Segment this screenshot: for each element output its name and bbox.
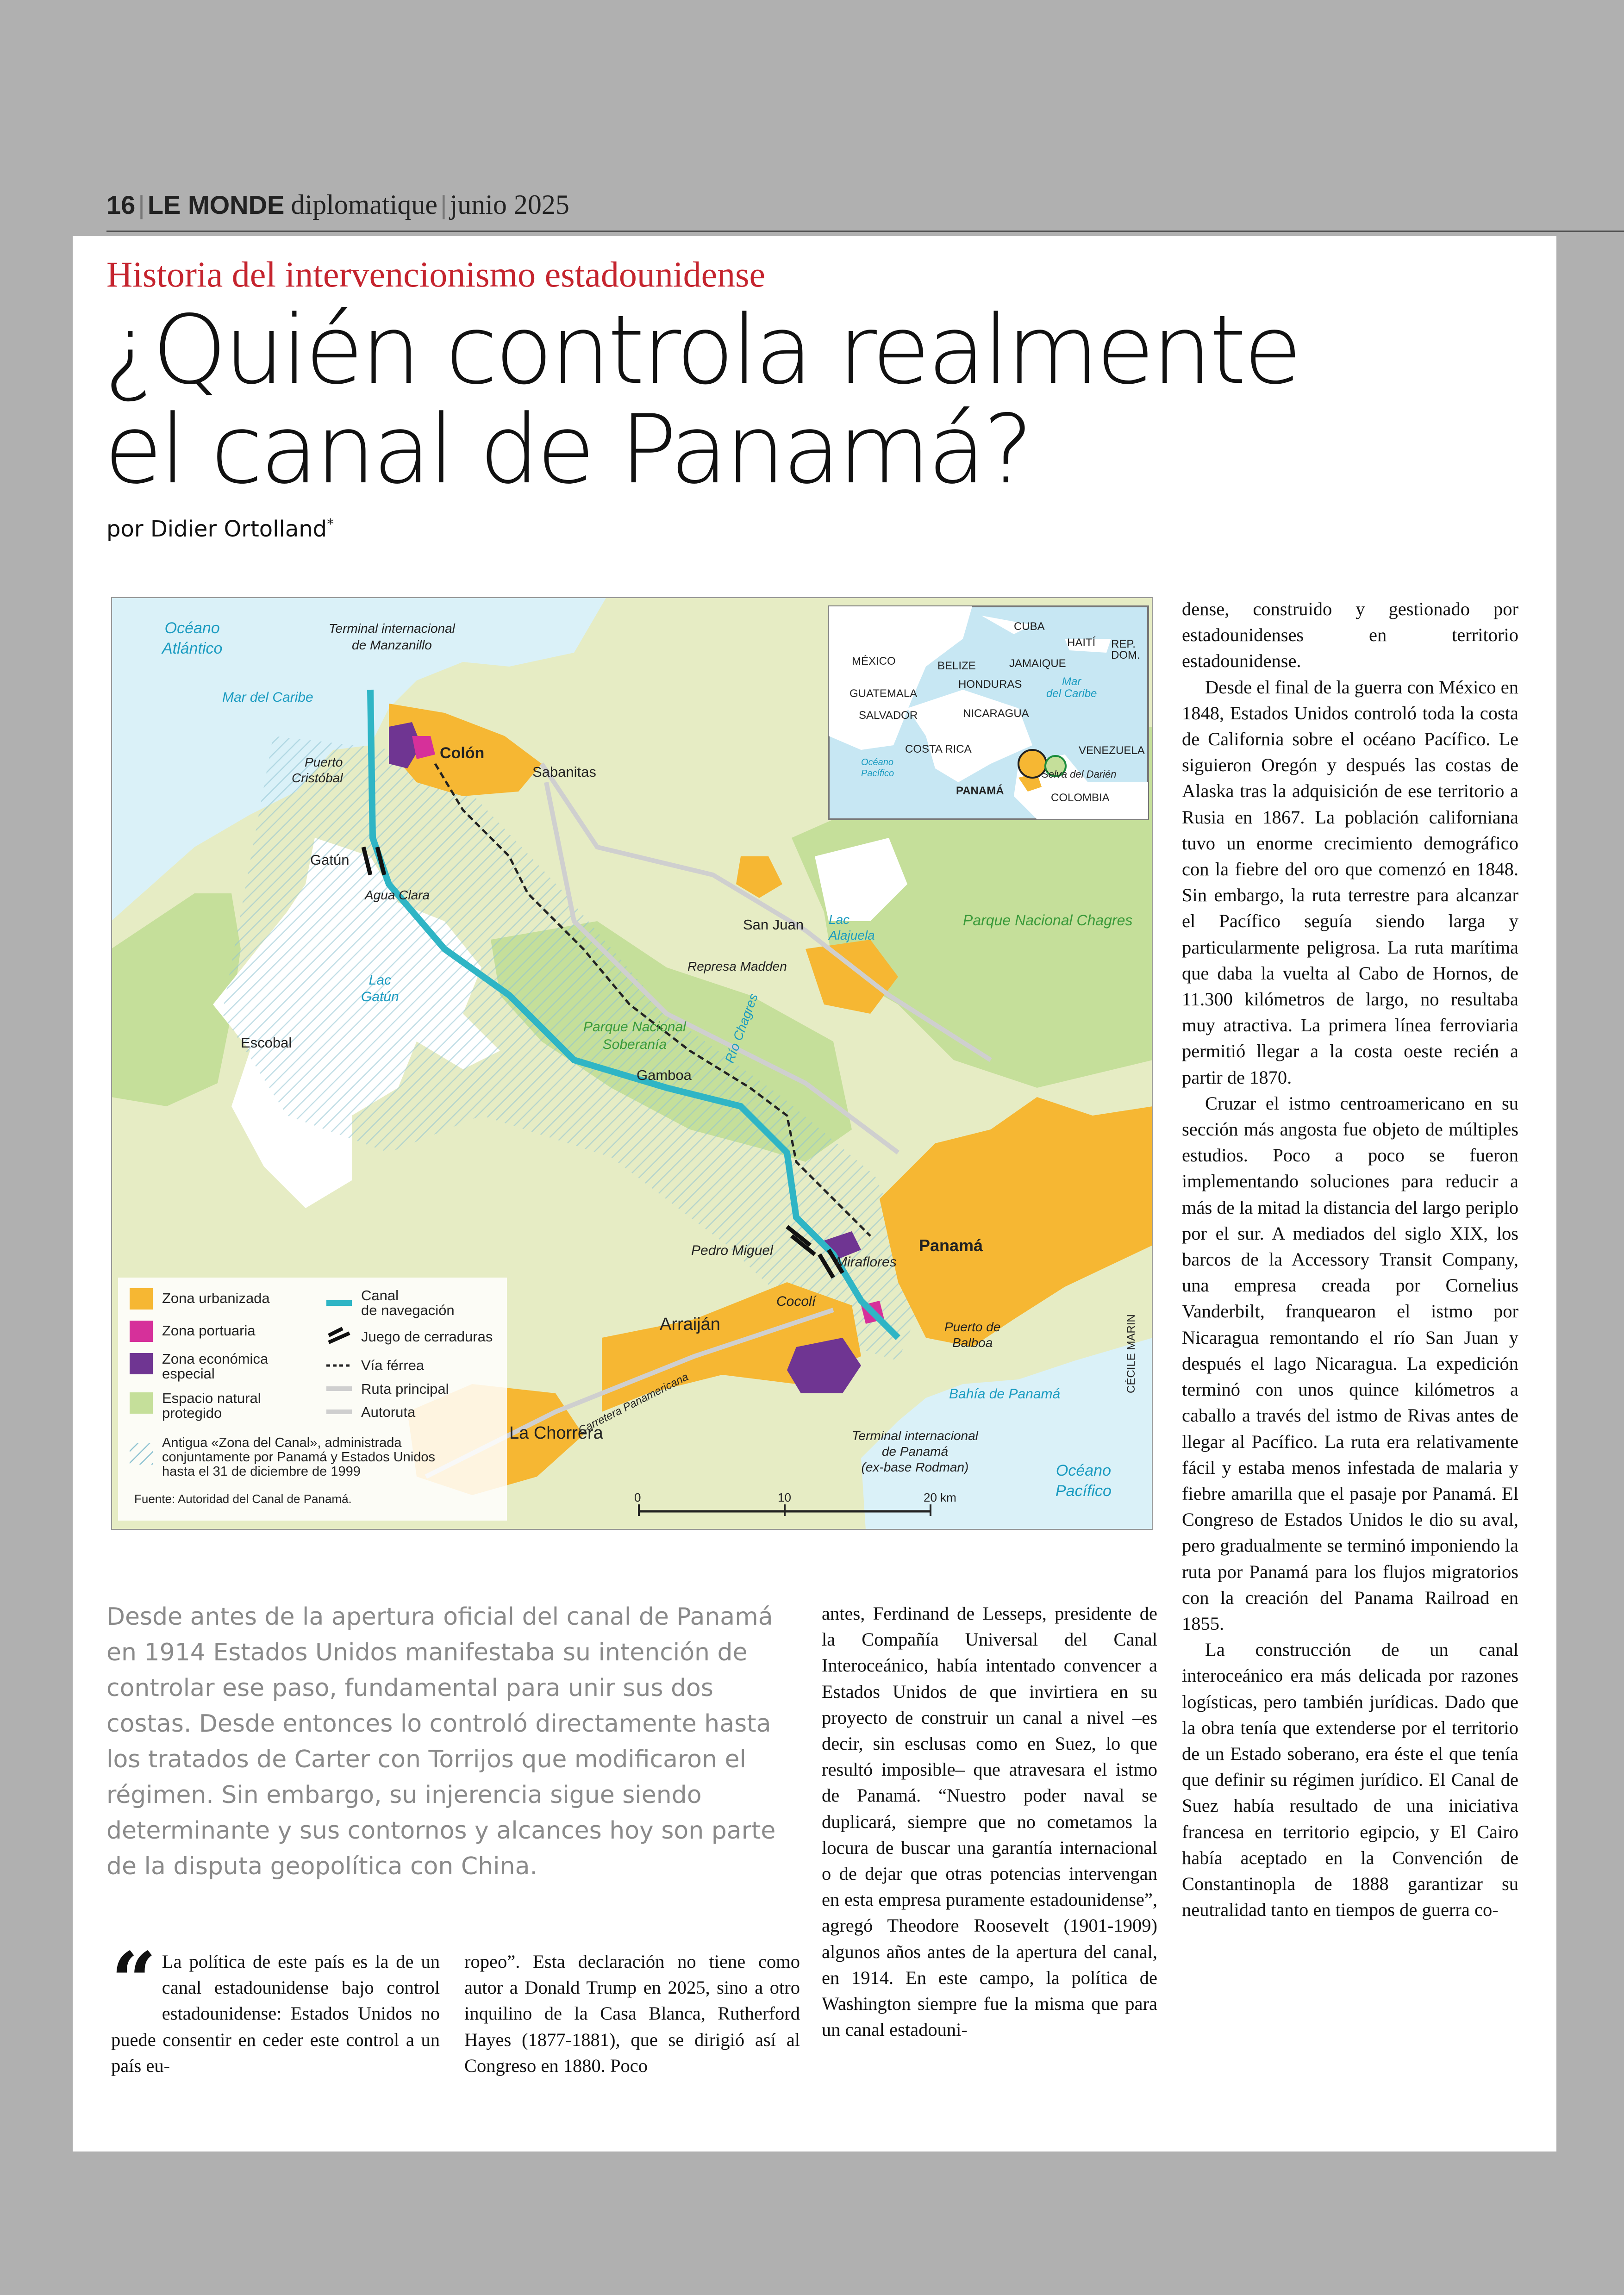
paper-name: LE MONDE xyxy=(147,190,285,219)
label-cristobal xyxy=(292,755,343,786)
label-carretera: Carretera Panamericana xyxy=(576,1370,691,1437)
inset-cuba: CUBA xyxy=(1014,620,1045,633)
label-atlantic xyxy=(162,618,222,659)
legend-road-label: Ruta principal xyxy=(361,1381,449,1397)
label-line: REP. xyxy=(1111,638,1136,650)
legend-line: Canal xyxy=(361,1287,399,1303)
paragraph: Cruzar el istmo centroamericano en su sección más angosta fue objeto de múltiples estudios. Poco a poco se fueron implementando soluciones para reducir a más de la mitad la distancia del largo periplo por el sur. A mediados del siglo XIX, los barcos de la Accessory Transit Company, una empresa creada por Cornelius Vanderbilt, franquearon el istmo por Nicaragua remontando el río San Juan y después el lago Nicaragua. La expedición terminó con unos quince kilómetros a caballo a través del istmo de Rivas antes de llegar al Pacífico. La ruta era relativamente fácil y estaba menos infestada de malaria y fiebre amarilla que el pasaje por Panamá. El Congreso de Estados Unidos le dio su aval, pero gradualmente se terminó imponiendo la ruta por Panamá para los flujos migratorios con la creación del Panama Railroad en 1855. xyxy=(1182,1092,1518,1634)
label-arraijan: Arraiján xyxy=(660,1315,720,1334)
legend-locks-label: Juego de cerraduras xyxy=(361,1328,493,1345)
inset-salvador: SALVADOR xyxy=(859,709,918,722)
label-gatun: Gatún xyxy=(310,852,350,868)
legend-park xyxy=(162,1391,261,1421)
label-line: Pacífico xyxy=(861,768,894,779)
text-column-2 xyxy=(464,1949,800,2079)
label-panama-city: Panamá xyxy=(919,1236,983,1255)
paragraph: La construcción de un canal interoceánico era más delicada por razones logísticas, pero también jurídicas. Dado que la obra tenía que extenderse por el territorio de un Estado soberano, era éste el que tenía que definir su régimen jurídico. El Canal de Suez había resultado de una iniciativa francesa en territorio egipcio, y El Cairo había aceptado en la Convención de Constantinopla de 1888 garantizar su neutralidad tanto en tiempos de guerra co- xyxy=(1182,1639,1518,1921)
inset-belize: BELIZE xyxy=(937,660,976,672)
legend-line: hasta el 31 de diciembre de 1999 xyxy=(162,1464,361,1479)
legend-zone xyxy=(162,1436,435,1479)
label-gamboa: Gamboa xyxy=(637,1067,692,1083)
label-line: Terminal internacional xyxy=(329,621,455,636)
label-soberania xyxy=(583,1018,686,1054)
legend-highway-label: Autoruta xyxy=(361,1404,416,1420)
title-line: el canal de Panamá? xyxy=(104,395,1031,505)
label-line: Soberanía xyxy=(602,1037,667,1052)
inset-repdom xyxy=(1111,639,1140,661)
scale-label: 0 xyxy=(634,1491,641,1504)
label-line: Cristóbal xyxy=(292,771,343,785)
label-represa: Represa Madden xyxy=(687,959,787,973)
label-miraflores: Miraflores xyxy=(836,1254,897,1270)
legend-line: especial xyxy=(162,1366,215,1382)
label-line: (ex-base Rodman) xyxy=(861,1460,969,1474)
paragraph: ropeo”. Esta declaración no tiene como autor a Donald Trump en 2025, sino a otro inquilino de la Casa Blanca, Rutherford Hayes (1877-1881), que se dirigió así al Congreso en 1880. Poco xyxy=(464,1951,800,2076)
label-line: Atlántico xyxy=(162,640,223,657)
inset-darien: Selva del Darién xyxy=(1042,768,1117,780)
legend-canal xyxy=(361,1288,455,1318)
page-number: 16 xyxy=(106,190,136,219)
paragraph xyxy=(111,1935,440,2079)
label-line: del Caribe xyxy=(1046,687,1097,700)
label-chorrera: La Chorrera xyxy=(509,1423,603,1443)
paper-edition: diplomatique xyxy=(291,189,438,220)
label-rio-chagres: Río Chagres xyxy=(722,992,761,1065)
legend-line: Antigua «Zona del Canal», administrada xyxy=(162,1435,402,1450)
paragraph: Desde el final de la guerra con México en 1848, Estados Unidos controló toda la costa de California sobre el océano Pacífico. Le siguieron Oregón y después las costas de Alaska tras la adquisición de ese territorio a Rusia en 1867. La población californiana tuvo un enorme crecimiento demográfico con la fiebre del oro que comenzó en 1848. Sin embargo, la ruta terrestre para alcanzar el Pacífico seguía siendo larga y particularmente peligrosa. La ruta marítima que daba la vuelta al Cabo de Hornos, de 11.300 kilómetros de largo, no resultaba muy atractiva. La primera línea ferroviaria permitió llegar a la costa oeste recién a partir de 1870. xyxy=(1182,676,1518,1088)
legend-rail-label: Vía férrea xyxy=(361,1357,425,1373)
inset-panama: PANAMÁ xyxy=(956,785,1004,797)
quote-mark: “ xyxy=(111,1935,156,2027)
label-escobal: Escobal xyxy=(241,1035,292,1051)
label-line: Lac xyxy=(369,973,392,988)
label-line: Mar xyxy=(1062,675,1081,688)
footnote-mark: * xyxy=(327,516,334,532)
legend-port: Zona portuaria xyxy=(162,1322,256,1339)
inset-oceano xyxy=(861,757,894,779)
inset-haiti: HAITÍ xyxy=(1067,636,1096,649)
label-line: de Panamá xyxy=(881,1444,949,1459)
title-line: ¿Quién controla realmente xyxy=(104,295,1299,405)
text-column-4 xyxy=(1182,596,1518,1923)
label-line: Pacífico xyxy=(1056,1482,1112,1500)
label-pacific xyxy=(1056,1460,1112,1501)
label-colon: Colón xyxy=(440,744,485,762)
label-chagres-park: Parque Nacional Chagres xyxy=(963,912,1133,929)
label-line: Balboa xyxy=(952,1335,993,1350)
legend-line: de navegación xyxy=(361,1302,455,1318)
legend-urban: Zona urbanizada xyxy=(162,1290,270,1306)
label-line: Terminal internacional xyxy=(852,1428,978,1443)
label-line: Alajuela xyxy=(829,928,875,942)
article-lead: Desde antes de la apertura oficial del canal de Panamá en 1914 Estados Unidos manifestaba su intención de controlar ese paso, fundamental para unir sus dos costas. Desde entonces lo controló directamente hasta los tratados de Carter con Torrijos que modificaron el régimen. Sin embargo, su injerencia sigue siendo determinante y sus contornos y alcances hoy son parte de la disputa geopolítica con China. xyxy=(106,1603,776,1880)
text-column-3 xyxy=(822,1601,1157,2043)
scale-label: 10 xyxy=(778,1491,791,1504)
label-line: Gatún xyxy=(361,989,399,1004)
label-line: Puerto xyxy=(304,755,343,769)
issue-date: junio 2025 xyxy=(450,189,569,220)
inset-jamaique: JAMAIQUE xyxy=(1009,657,1066,670)
label-line: Océano xyxy=(1056,1462,1112,1479)
legend-econ xyxy=(162,1352,268,1381)
label-line: Océano xyxy=(164,619,220,637)
inset-colombia: COLOMBIA xyxy=(1051,792,1110,804)
legend-line: conjuntamente por Panamá y Estados Unidos xyxy=(162,1450,436,1465)
label-line: Océano xyxy=(861,757,894,767)
label-terminal-panama xyxy=(852,1428,978,1475)
label-sabanitas: Sabanitas xyxy=(532,764,596,780)
legend-line: Espacio natural xyxy=(162,1390,261,1406)
label-san-juan: San Juan xyxy=(743,917,804,933)
paragraph: dense, construido y gestionado por estadounidenses en territorio estadounidense. xyxy=(1182,599,1518,672)
inset-honduras: HONDURAS xyxy=(958,678,1022,691)
label-pedro-miguel: Pedro Miguel xyxy=(691,1243,773,1258)
label-balboa xyxy=(944,1319,1000,1351)
label-manzanillo xyxy=(329,620,455,654)
map-credit: CÉCILE MARIN xyxy=(1125,1314,1137,1393)
inset-labels xyxy=(829,606,1148,819)
header-rule xyxy=(106,231,1624,232)
inset-costarica: COSTA RICA xyxy=(905,743,972,755)
paragraph: antes, Ferdinand de Lesseps, presidente de la Compañía Universal del Canal Interoceánico, había intentado convencer a Estados Unidos de que invirtiera en su proyecto de construir un canal a nivel –es decir, sin esclusas como en Suez, lo que resultó imposible– que atravesara el istmo de Panamá. “Nuestro poder naval se duplicará, siempre que no cometamos la locura de buscar una garantía internacional o de dejar que otras potencias intervengan en esta empresa puramente estadounidense”, agregó Theodore Roosevelt (1901-1909) algunos años antes de la apertura del canal, en 1914. En este campo, la política de Washington siempre fue la misma que para un canal estadouni- xyxy=(822,1603,1157,2040)
text-column-1 xyxy=(111,1935,440,2079)
label-line: de Manzanillo xyxy=(352,638,432,652)
label-line: Puerto de xyxy=(944,1320,1001,1334)
inset-mar xyxy=(1046,676,1097,700)
inset-mexico: MÉXICO xyxy=(852,655,896,667)
label-cocoli: Cocolí xyxy=(776,1294,816,1309)
label-bahia: Bahía de Panamá xyxy=(949,1386,1061,1402)
legend-line: protegido xyxy=(162,1405,222,1421)
running-header: 16 | LE MONDE diplomatique | junio 2025 xyxy=(106,189,569,220)
label-line: Lac xyxy=(829,912,850,927)
label-lac-alajuela xyxy=(829,912,875,943)
inset-venezuela: VENEZUELA xyxy=(1079,744,1145,757)
inset-nicaragua: NICARAGUA xyxy=(963,707,1029,720)
byline xyxy=(106,516,334,542)
author: por Didier Ortolland xyxy=(106,516,327,542)
map-labels xyxy=(111,597,1153,1530)
label-agua-clara: Agua Clara xyxy=(365,888,430,902)
label-caribbean: Mar del Caribe xyxy=(222,690,313,705)
article-kicker: Historia del intervencionismo estadounidense xyxy=(106,254,766,294)
article-title xyxy=(104,295,1308,505)
scale-label: 20 km xyxy=(924,1491,956,1504)
paragraph-text: La política de este país es la de un canal estadounidense bajo control estadounidense: Estados Unidos no puede consentir en ceder este control a un país eu- xyxy=(111,1951,440,2076)
label-lake-gatun xyxy=(361,972,399,1005)
legend-line: Zona económica xyxy=(162,1351,269,1367)
label-line: Parque Nacional xyxy=(583,1019,686,1035)
label-line: DOM. xyxy=(1111,649,1140,661)
legend-source: Fuente: Autoridad del Canal de Panamá. xyxy=(134,1492,352,1506)
inset-guatemala: GUATEMALA xyxy=(849,687,918,700)
